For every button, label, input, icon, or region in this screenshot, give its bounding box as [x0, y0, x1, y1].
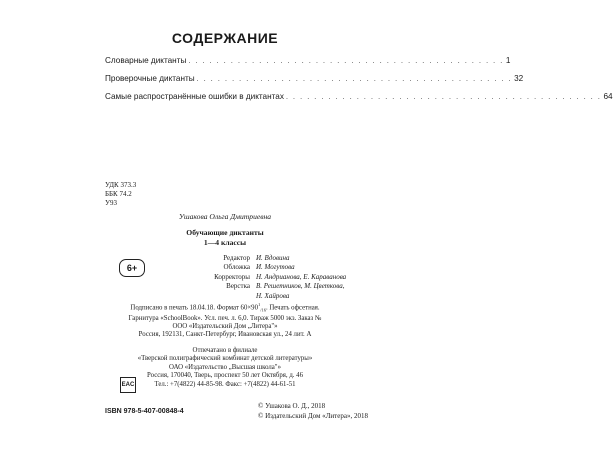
- book-title-block: [0, 228, 450, 248]
- credit-names: И. Могутова: [256, 263, 295, 272]
- classification-codes: [105, 181, 136, 208]
- bbk-code: ББК 74.2: [105, 190, 132, 198]
- credit-role: Верстка: [226, 282, 250, 291]
- book-grades: 1—4 классы: [203, 238, 247, 247]
- toc-leader-dots: . . . . . . . . . . . . . . . . . . . . . . . . . . . . . . . . . . . . . . . . . . . . .: [188, 58, 504, 65]
- toc-title: СОДЕРЖАНИЕ: [171, 30, 279, 46]
- toc-leader-dots: . . . . . . . . . . . . . . . . . . . . . . . . . . . . . . . . . . . . . . . . . . . . .: [285, 94, 602, 101]
- print-signed-text: Подписано в печать 18.04.18. Формат 60×90: [130, 304, 258, 312]
- credit-role: Корректоры: [214, 272, 250, 281]
- toc-entry-page: 32: [514, 74, 524, 83]
- copyright-line: © Издательский Дом «Литера», 2018: [258, 412, 368, 420]
- print-typeface-line: Гарнитура «SchoolBook». Усл. печ. л. 6,0. Тираж 5000 экз. Заказ №: [128, 315, 322, 323]
- credit-names: И. Вдовина: [256, 254, 290, 262]
- credit-names: Н. Андрианова, Е. Караванова: [256, 272, 347, 281]
- printer-line: Тел.: +7(4822) 44-85-98. Факс: +7(4822) 44-61-51: [154, 380, 296, 388]
- printer-line: Россия, 170040, Тверь, проспект 50 лет Октября, д. 46: [147, 372, 303, 380]
- author-mark: У93: [105, 199, 117, 207]
- toc-entry[interactable]: [105, 56, 511, 74]
- toc-entry[interactable]: [105, 92, 613, 110]
- publisher-block: [0, 323, 450, 340]
- credit-row: [183, 292, 346, 301]
- toc-entry-title: Самые распространённые ошибки в диктантах: [105, 92, 284, 101]
- credit-role: Редактор: [223, 254, 250, 262]
- copyright-block: [258, 401, 368, 421]
- print-info: [0, 301, 450, 323]
- udk-code: УДК 373.3: [105, 181, 137, 189]
- printer-line: ОАО «Издательство „Высшая школа"»: [169, 363, 281, 371]
- toc-entry-page: 1: [505, 56, 511, 65]
- isbn: ISBN 978-5-407-00848-4: [105, 408, 184, 415]
- credit-role: Обложка: [223, 263, 250, 272]
- printer-line: Отпечатано в филиале: [192, 347, 258, 354]
- toc-leader-dots: . . . . . . . . . . . . . . . . . . . . . . . . . . . . . . . . . . . . . . . . . . . . .: [196, 76, 513, 83]
- format-fraction-bottom: /16: [260, 307, 266, 313]
- credit-row: [183, 282, 346, 291]
- credit-row: [183, 263, 346, 272]
- copyright-line: © Ушакова О. Д., 2018: [258, 402, 326, 410]
- eac-certification-icon: EAC: [120, 377, 136, 393]
- toc-entry-title: Проверочные диктанты: [105, 74, 195, 83]
- toc-entry-page: 64: [603, 92, 613, 101]
- print-signed-line: [0, 301, 450, 315]
- age-rating-badge: 6+: [119, 259, 145, 277]
- credit-names: Н. Хайрова: [256, 291, 290, 300]
- book-title: Обучающие диктанты: [186, 228, 264, 237]
- publisher-name: ООО «Издательский Дом „Литера"»: [172, 323, 278, 330]
- credits-list: [183, 254, 346, 301]
- toc-entry[interactable]: [105, 74, 524, 92]
- credit-row: [183, 254, 346, 263]
- table-of-contents: [105, 56, 613, 110]
- printer-line: «Тверской полиграфический комбинат детской литературы»: [137, 355, 313, 363]
- toc-entry-title: Словарные диктанты: [105, 56, 187, 65]
- credit-role: [183, 292, 250, 301]
- book-author: Ушакова Ольга Дмитриевна: [178, 212, 272, 221]
- format-fraction-top: 1: [257, 302, 261, 307]
- printer-block: [0, 347, 450, 389]
- credit-row: [183, 273, 346, 282]
- credit-names: В. Решетников, М. Цветкова,: [256, 282, 345, 291]
- publisher-address: Россия, 192131, Санкт-Петербург, Ивановская ул., 24 лит. А: [138, 331, 312, 339]
- print-method-text: . Печать офсетная.: [266, 304, 320, 312]
